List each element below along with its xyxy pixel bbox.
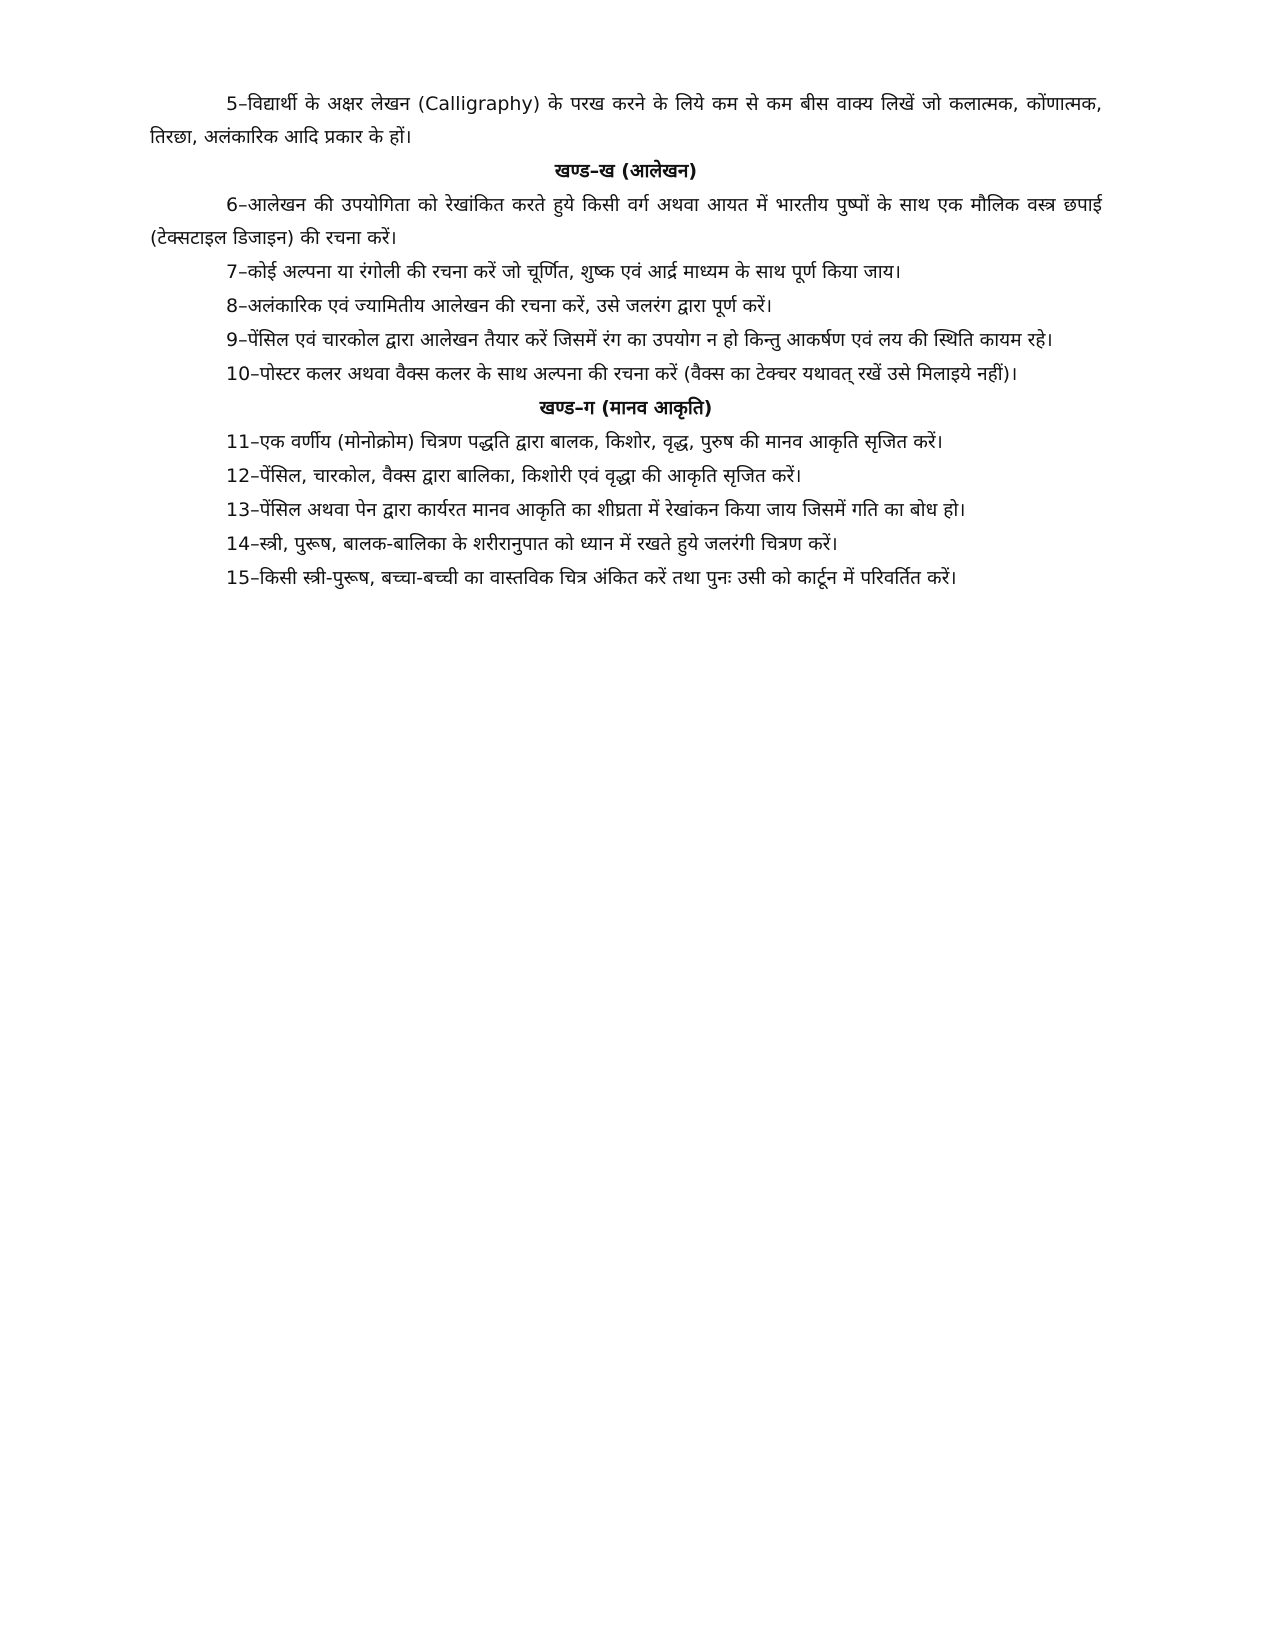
- item-7: 7–कोई अल्पना या रंगोली की रचना करें जो चूर्णित, शुष्क एवं आर्द्र माध्यम के साथ पूर्ण किया जाय।: [226, 261, 901, 283]
- item-10: 10–पोस्टर कलर अथवा वैक्स कलर के साथ अल्पना की रचना करें (वैक्स का टेक्चर यथावत् रखें उसे मिलाइये नहीं)।: [226, 363, 1018, 385]
- item-8: 8–अलंकारिक एवं ज्यामितीय आलेखन की रचना करें, उसे जलरंग द्वारा पूर्ण करें।: [226, 295, 773, 317]
- item-6: 6–आलेखन की उपयोगिता को रेखांकित करते हुये किसी वर्ग अथवा आयत में भारतीय पुष्पों के साथ एक मौलिक वस्त्र छपाई (टेक्सटाइल डिजाइन) की रचना करें।: [150, 194, 1102, 249]
- item-11: 11–एक वर्णीय (मोनोक्रोम) चित्रण पद्धति द्वारा बालक, किशोर, वृद्ध, पुरुष की मानव आकृति सृजित करें।: [226, 431, 943, 453]
- item-15: 15–किसी स्त्री-पुरूष, बच्चा-बच्ची का वास्तविक चित्र अंकित करें तथा पुनः उसी को कार्टून में परिवर्तित करें।: [226, 567, 957, 589]
- item-5: 5–विद्यार्थी के अक्षर लेखन (Calligraphy) के परख करने के लिये कम से कम बीस वाक्य लिखें जो कलात्मक, कोंणात्मक, तिरछा, अलंकारिक आदि प्रकार के हों।: [150, 93, 1102, 148]
- item-14: 14–स्त्री, पुरूष, बालक-बालिका के शरीरानुपात को ध्यान में रखते हुये जलरंगी चित्रण करें।: [226, 533, 838, 555]
- document-page: [150, 88, 1102, 596]
- item-12: 12–पेंसिल, चारकोल, वैक्स द्वारा बालिका, किशोरी एवं वृद्धा की आकृति सृजित करें।: [226, 465, 802, 487]
- item-9: 9–पेंसिल एवं चारकोल द्वारा आलेखन तैयार करें जिसमें रंग का उपयोग न हो किन्तु आकर्षण एवं लय की स्थिति कायम रहे।: [226, 329, 1053, 351]
- section-heading-kha: खण्ड–ख (आलेखन): [554, 160, 698, 182]
- item-13: 13–पेंसिल अथवा पेन द्वारा कार्यरत मानव आकृति का शीघ्रता में रेखांकन किया जाय जिसमें गति का बोध हो।: [226, 499, 966, 521]
- section-heading-ga: खण्ड–ग (मानव आकृति): [539, 397, 713, 419]
